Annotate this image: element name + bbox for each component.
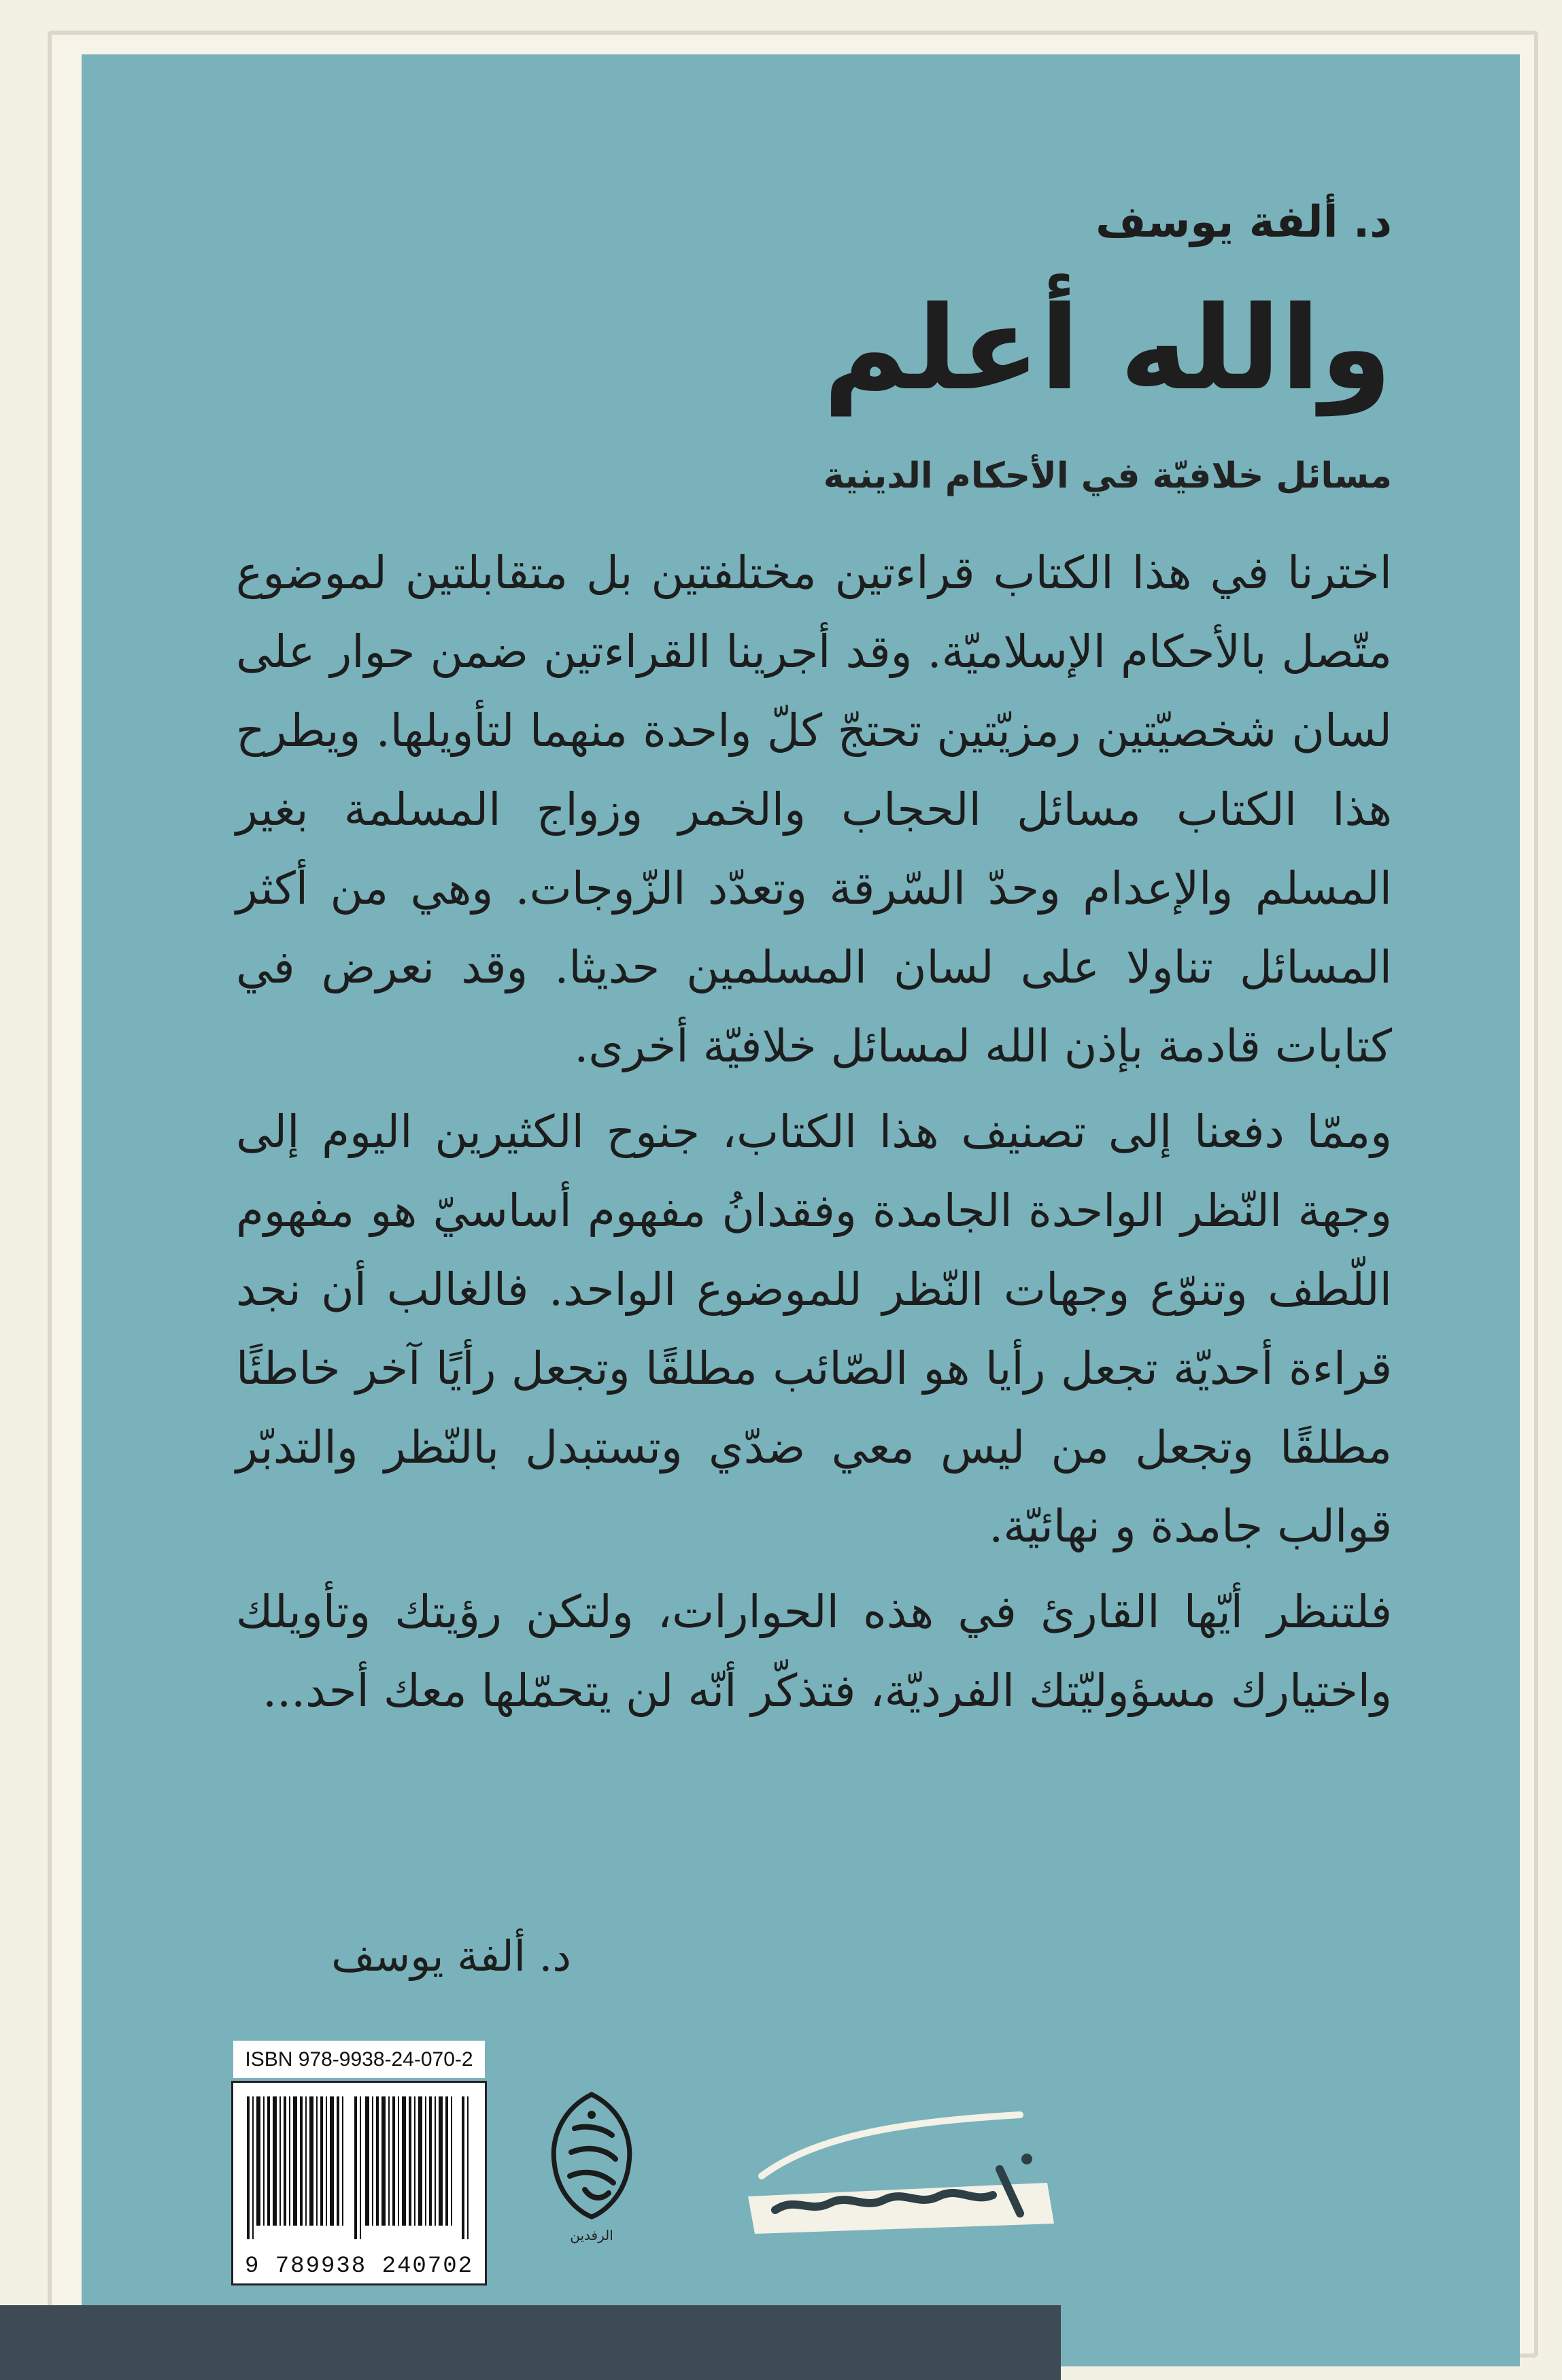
isbn-label: ISBN 978-9938-24-070-2 <box>233 2041 485 2078</box>
signature: د. ألفة يوسف <box>331 1931 571 1981</box>
barcode <box>231 2048 487 2285</box>
publisher-caption: الرفدين <box>570 2227 613 2243</box>
blurb <box>236 534 1392 1737</box>
book-subtitle: مسائل خلافيّة في الأحكام الدينية <box>823 456 1392 496</box>
barcode-digits: 9 789938 240702 <box>244 2254 474 2279</box>
blurb-paragraph-3: فلتنظر أيّها القارئ في هذه الحوارات، ولتكن رؤيتك وتأويلك واختيارك مسؤوليّتك الفرديّة، فتذكّر أنّه لن يتحمّلها معك أحد... <box>236 1586 1392 1717</box>
bottom-strip <box>0 2305 1061 2380</box>
barcode-bars-icon <box>247 2096 471 2239</box>
brush-logo-icon <box>734 2094 1061 2258</box>
author-name: د. ألفة يوسف <box>1096 197 1392 248</box>
book-title: والله أعلم <box>823 282 1392 416</box>
blurb-paragraph-2: وممّا دفعنا إلى تصنيف هذا الكتاب، جنوح الكثيرين اليوم إلى وجهة النّظر الواحدة الجامدة وفقدانُ مفهوم أساسيّ هو مفهوم اللّطف وتنوّع وجهات النّظر للموضوع الواحد. فالغالب أن نجد قراءة أحديّة تجعل رأيا هو الصّائب مطلقًا وتجعل رأيًا آخر خاطئًا مطلقًا وتجعل من ليس معي ضدّي وتستبدل بالنّظر والتدبّر قوالب جامدة و نهائيّة. <box>236 1106 1392 1552</box>
blurb-paragraph-1: اخترنا في هذا الكتاب قراءتين مختلفتين بل متقابلتين لموضوع متّصل بالأحكام الإسلاميّة. وقد أجرينا القراءتين ضمن حوار على لسان شخصيّتين رمزيّتين تحتجّ كلّ واحدة منهما لتأويلها. ويطرح هذا الكتاب مسائل الحجاب والخمر وزواج المسلمة بغير المسلم والإعدام وحدّ السّرقة وتعدّد الزّوجات. وهي من أكثر المسائل تناولا على لسان المسلمين حديثا. وقد نعرض في كتابات قادمة بإذن الله لمسائل خلافيّة أخرى. <box>236 547 1392 1072</box>
calligraphy-seal-icon <box>537 2088 646 2224</box>
